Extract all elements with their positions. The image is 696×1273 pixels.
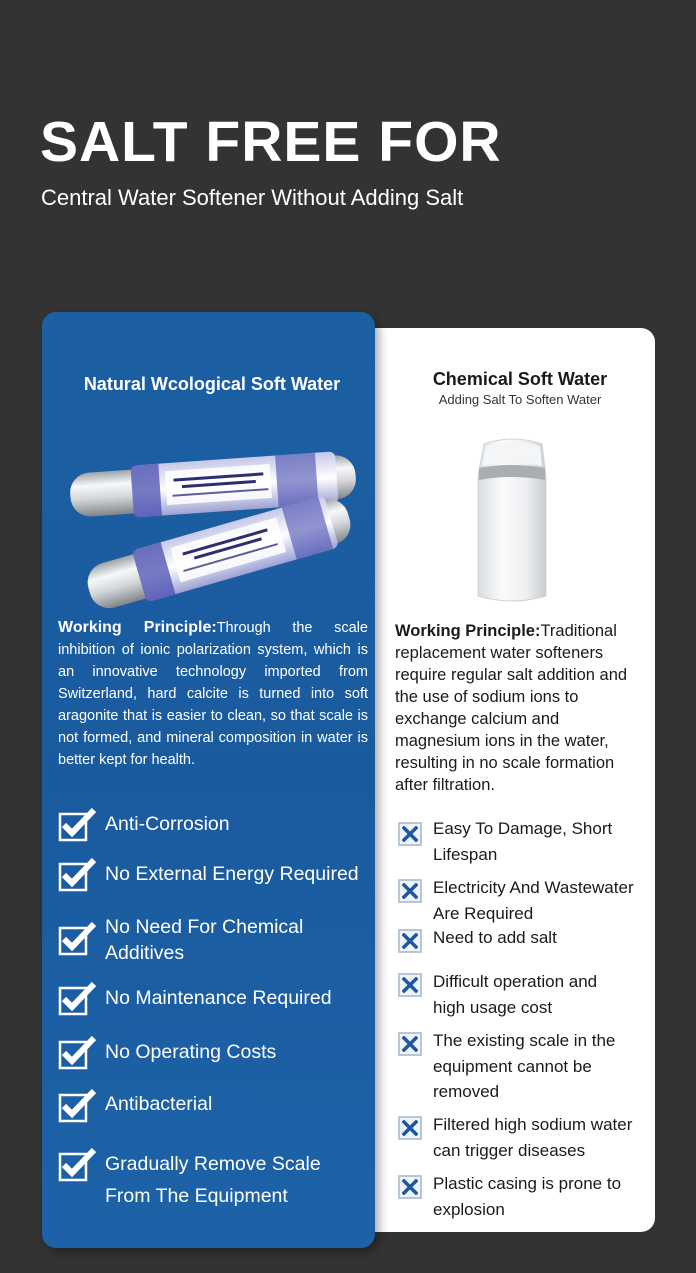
x-icon xyxy=(398,929,422,953)
natural-title: Natural Wcological Soft Water xyxy=(83,374,341,394)
feature-text: No Maintenance Required xyxy=(105,987,332,1009)
drawback-text: Difficult operation and high usage cost xyxy=(433,972,598,1017)
check-icon xyxy=(58,1036,98,1070)
check-icon xyxy=(58,982,98,1016)
x-icon xyxy=(398,1116,422,1140)
chemical-title: Chemical Soft Water xyxy=(432,369,608,389)
chemical-principle-text: Traditional replacement water softeners require regular salt addition and the use of sodium ions to exchange calcium and magnesium ions in the water, resulting in no scale formation after filtration. xyxy=(395,622,628,794)
x-icon xyxy=(398,973,422,997)
drawback-text: Electricity And Wastewater Are Required xyxy=(433,878,634,923)
x-icon xyxy=(398,879,422,903)
drawback-text: Filtered high sodium water can trigger diseases xyxy=(433,1115,633,1160)
check-icon xyxy=(58,858,98,892)
filter-cartridges-image xyxy=(62,440,362,610)
drawback-text: Need to add salt xyxy=(433,928,557,947)
drawback-text: Easy To Damage, Short Lifespan xyxy=(433,819,613,864)
feature-text: No Need For Chemical Additives xyxy=(105,916,304,964)
natural-principle-text: Through the scale inhibition of ionic polarization system, which is an innovative technology imported from Switzerland, hard calcite is turned into soft aragonite that is easier to clean, so that scale is not formed, and mineral composition in water is better kept for health. xyxy=(58,620,368,768)
feature-text: No External Energy Required xyxy=(105,863,359,885)
check-icon xyxy=(58,808,98,842)
natural-principle xyxy=(58,617,368,771)
chemical-principle-label: Working Principle: xyxy=(395,622,541,640)
feature-text: Antibacterial xyxy=(105,1093,213,1115)
x-icon xyxy=(398,1032,422,1056)
natural-principle-label: Working Principle: xyxy=(58,619,217,636)
x-icon xyxy=(398,1175,422,1199)
feature-text: Gradually Remove Scale From The Equipment xyxy=(105,1153,321,1207)
check-icon xyxy=(58,922,98,956)
check-icon xyxy=(58,1148,98,1182)
drawback-text: Plastic casing is prone to explosion xyxy=(433,1174,622,1219)
x-icon xyxy=(398,822,422,846)
drawback-text: The existing scale in the equipment cannot be removed xyxy=(433,1031,616,1101)
salt-softener-image xyxy=(474,436,550,604)
feature-text: No Operating Costs xyxy=(105,1041,277,1063)
check-icon xyxy=(58,1089,98,1123)
chemical-principle xyxy=(395,620,645,796)
chemical-subtitle: Adding Salt To Soften Water xyxy=(438,392,602,407)
page-subtitle: Central Water Softener Without Adding Salt xyxy=(41,185,464,210)
page-title: SALT FREE FOR xyxy=(40,110,502,174)
feature-text: Anti-Corrosion xyxy=(105,813,230,835)
